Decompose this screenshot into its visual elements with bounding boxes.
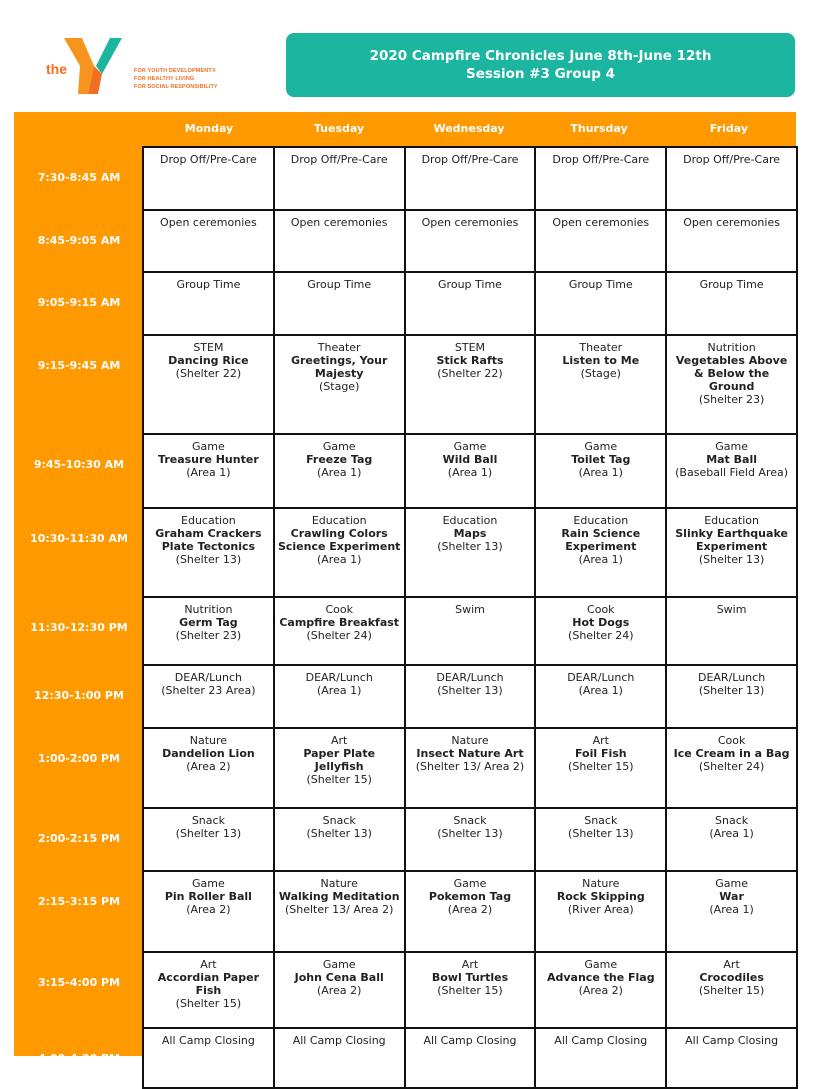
schedule-cell [405,728,536,808]
activity-category: DEAR/Lunch [697,671,766,684]
schedule-row [143,871,797,952]
activity-category: All Camp Closing [685,1034,779,1047]
activity-location: (Area 1) [316,466,362,479]
schedule-row [143,728,797,808]
schedule-cell [535,952,666,1028]
schedule-cell [274,508,405,597]
header-title: 2020 Campfire Chronicles June 8th-June 12th [369,48,712,64]
time-slot-label: 12:30-1:00 PM [34,689,124,702]
schedule-cell [405,210,536,272]
activity-title: Insect Nature Art [416,747,524,760]
activity-title: Rain Science Experiment [561,527,641,553]
activity-category: All Camp Closing [423,1034,517,1047]
schedule-cell [666,808,797,871]
activity-category: Game [322,440,356,453]
activity-title: Rock Skipping [556,890,645,903]
activity-category: Group Time [176,278,241,291]
activity-title: Wild Ball [442,453,498,466]
schedule-cell [143,808,274,871]
schedule-cell [405,272,536,335]
activity-category: Game [584,958,618,971]
schedule-cell [666,728,797,808]
time-slot-label: 7:30-8:45 AM [37,171,121,184]
activity-category: Art [461,958,479,971]
activity-category: Open ceremonies [421,216,519,229]
schedule-cell [274,1028,405,1088]
activity-title: Advance the Flag [546,971,655,984]
schedule-row [143,508,797,597]
activity-location: (Shelter 23) [175,629,242,642]
schedule-cell [666,147,797,210]
schedule-cell [666,210,797,272]
activity-category: STEM [193,341,224,354]
activity-category: DEAR/Lunch [174,671,242,684]
tagline-line: FOR HEALTHY LIVING [134,76,195,82]
activity-location: (Area 2) [447,903,493,916]
activity-category: Education [573,514,629,527]
activity-title: Listen to Me [562,354,640,367]
schedule-cell [666,1028,797,1088]
schedule-cell [535,1028,666,1088]
activity-category: Theater [317,341,361,354]
header-session: Session #3 Group 4 [466,66,615,82]
schedule-cell [666,952,797,1028]
activity-title: Slinky Earthquake Experiment [675,527,788,553]
activity-category: Snack [715,814,749,827]
activity-category: Education [442,514,498,527]
activity-location: (Shelter 13) [175,553,242,566]
activity-title: Pin Roller Ball [164,890,252,903]
schedule-cell [535,272,666,335]
activity-location: (Shelter 24) [306,629,372,642]
activity-title: Campfire Breakfast [279,616,400,629]
schedule-cell [535,665,666,728]
schedule-cell [143,871,274,952]
activity-category: Art [592,734,609,747]
schedule-cell [274,871,405,952]
activity-category: Swim [716,603,747,616]
schedule-row [143,147,797,210]
activity-location: (Shelter 13) [437,827,503,840]
schedule-cell [535,335,666,434]
activity-category: All Camp Closing [292,1034,386,1047]
activity-category: STEM [454,341,486,354]
schedule-cell [274,808,405,871]
activity-title: Treasure Hunter [158,453,259,466]
schedule-cell [143,728,274,808]
schedule-row [143,272,797,335]
activity-location: (Area 2) [316,984,362,997]
activity-category: Game [192,440,225,453]
schedule-cell [405,597,536,665]
activity-location: (Shelter 15) [306,773,372,786]
activity-category: Open ceremonies [683,216,780,229]
schedule-cell [143,210,274,272]
activity-title: Ice Cream in a Bag [673,747,790,760]
activity-category: Nutrition [184,603,233,616]
schedule-row [143,335,797,434]
time-slot-label: 9:45-10:30 AM [33,458,125,471]
activity-location: (River Area) [567,903,634,916]
schedule-cell [274,952,405,1028]
ymca-logo [44,34,234,100]
schedule-cell [274,210,405,272]
schedule-cell [535,597,666,665]
day-header-tuesday: Tuesday [313,122,365,135]
activity-category: Drop Off/Pre-Care [290,153,388,166]
schedule-cell [405,1028,536,1088]
activity-location: (Shelter 13) [175,827,242,840]
schedule-grid [142,146,798,1089]
activity-category: Theater [579,341,623,354]
activity-category: Art [200,958,217,971]
schedule-row [143,808,797,871]
activity-title: Dancing Rice [168,354,249,367]
schedule-cell [143,1028,274,1088]
activity-title: Hot Dogs [572,616,630,629]
activity-category: DEAR/Lunch [305,671,373,684]
activity-category: Drop Off/Pre-Care [552,153,650,166]
activity-title: Toilet Tag [571,453,631,466]
schedule-cell [143,147,274,210]
tagline-line: FOR YOUTH DEVELOPMENT® [134,68,216,74]
activity-category: Art [331,734,348,747]
activity-category: Game [584,440,618,453]
activity-category: Group Time [699,278,764,291]
logo-tagline [134,67,218,91]
activity-category: Swim [455,603,485,616]
activity-title: Vegetables Above & Below the Ground [675,354,788,393]
schedule-cell [274,434,405,508]
activity-category: Education [181,514,236,527]
activity-category: Education [704,514,759,527]
activity-category: Game [453,440,487,453]
activity-category: Open ceremonies [160,216,257,229]
activity-title: Crawling Colors Science Experiment [277,527,401,553]
activity-location: (Shelter 13/ Area 2) [284,903,394,916]
activity-category: Snack [453,814,487,827]
schedule-cell [666,434,797,508]
activity-category: Open ceremonies [552,216,650,229]
activity-title: Greetings, Your Majesty [290,354,388,380]
activity-category: Cook [717,734,746,747]
activity-category: Game [192,877,225,890]
activity-location: (Stage) [319,380,360,393]
activity-location: (Area 1) [578,684,623,697]
activity-title: Maps [453,527,487,540]
activity-category: Nature [189,734,228,747]
schedule-cell [666,508,797,597]
activity-location: (Area 1) [578,466,623,479]
time-column-background [14,112,144,1056]
activity-location: (Area 1) [186,466,231,479]
schedule-row [143,952,797,1028]
schedule-cell [535,728,666,808]
schedule-row [143,210,797,272]
schedule-cell [405,808,536,871]
activity-location: (Area 2) [186,903,231,916]
activity-category: Snack [191,814,225,827]
day-header-friday: Friday [709,122,749,135]
activity-category: Education [311,514,367,527]
activity-title: Dandelion Lion [162,747,255,760]
activity-location: (Area 1) [578,553,623,566]
schedule-cell [405,147,536,210]
activity-location: (Area 1) [316,684,362,697]
schedule-cell [535,871,666,952]
activity-category: Snack [322,814,356,827]
activity-location: (Shelter 15) [175,997,242,1010]
activity-category: Game [453,877,487,890]
activity-location: (Shelter 22) [437,367,503,380]
activity-location: (Area 1) [447,466,493,479]
activity-title: Freeze Tag [306,453,373,466]
activity-location: (Shelter 23) [698,393,765,406]
schedule-cell [274,665,405,728]
activity-title: Accordian Paper Fish [157,971,259,997]
day-header-wednesday: Wednesday [433,122,505,135]
activity-location: (Baseball Field Area) [675,466,789,479]
activity-title: Paper Plate Jellyfish [303,747,376,773]
activity-location: (Shelter 13/ Area 2) [415,760,525,773]
activity-title: Crocodiles [699,971,764,984]
activity-location: (Shelter 15) [698,984,765,997]
schedule-cell [535,210,666,272]
activity-location: (Shelter 15) [568,760,634,773]
time-slot-label: 8:45-9:05 AM [37,234,121,247]
schedule-cell [274,597,405,665]
schedule-cell [143,597,274,665]
activity-title: War [719,890,744,903]
schedule-cell [405,434,536,508]
schedule-cell [405,335,536,434]
schedule-cell [405,871,536,952]
schedule-cell [143,335,274,434]
activity-location: (Shelter 13) [437,684,503,697]
schedule-cell [405,665,536,728]
activity-category: Group Time [307,278,372,291]
schedule-cell [274,147,405,210]
activity-category: Nature [451,734,489,747]
activity-location: (Shelter 15) [437,984,503,997]
schedule-cell [666,272,797,335]
time-slot-label: 3:15-4:00 PM [37,976,121,989]
activity-location: (Shelter 13) [437,540,503,553]
activity-category: Nutrition [707,341,756,354]
schedule-cell [143,508,274,597]
schedule-cell [666,665,797,728]
schedule-cell [405,952,536,1028]
schedule-cell [535,434,666,508]
activity-category: Open ceremonies [290,216,388,229]
activity-category: Drop Off/Pre-Care [683,153,781,166]
time-slot-label: 11:30-12:30 PM [30,621,128,634]
activity-category: Game [715,877,748,890]
schedule-row [143,1028,797,1088]
time-slot-label: 1:00-2:00 PM [37,752,121,765]
time-slot-label: 10:30-11:30 AM [30,532,128,545]
schedule-cell [143,272,274,335]
activity-location: (Area 1) [316,553,362,566]
activity-location: (Shelter 13) [698,684,765,697]
y-logo-icon [44,34,134,100]
activity-category: Group Time [438,278,502,291]
day-header-thursday: Thursday [570,122,628,135]
activity-location: (Area 1) [709,903,754,916]
activity-location: (Shelter 24) [568,629,634,642]
schedule-cell [666,597,797,665]
activity-category: Drop Off/Pre-Care [159,153,257,166]
schedule-row [143,434,797,508]
activity-category: Cook [325,603,353,616]
activity-category: Game [715,440,748,453]
schedule-row [143,597,797,665]
activity-location: (Stage) [580,367,621,380]
activity-category: All Camp Closing [161,1034,255,1047]
activity-title: Foil Fish [574,747,627,760]
time-slot-label: 2:15-3:15 PM [37,895,121,908]
activity-location: (Shelter 22) [175,367,242,380]
activity-category: All Camp Closing [554,1034,648,1047]
activity-title: Bowl Turtles [431,971,509,984]
schedule-header [286,33,795,97]
schedule-cell [535,147,666,210]
schedule-cell [535,808,666,871]
logo-the-text: the [46,61,67,77]
schedule-cell [143,665,274,728]
activity-title: John Cena Ball [294,971,384,984]
schedule-row [143,665,797,728]
schedule-cell [143,952,274,1028]
activity-location: (Area 1) [709,827,754,840]
activity-category: Cook [587,603,615,616]
schedule-cell [274,272,405,335]
activity-location: (Shelter 13) [698,553,765,566]
activity-title: Germ Tag [179,616,238,629]
activity-title: Stick Rafts [436,354,504,367]
time-slot-label: 9:15-9:45 AM [37,359,121,372]
activity-category: Snack [584,814,618,827]
activity-location: (Shelter 23 Area) [161,684,256,697]
activity-title: Mat Ball [706,453,757,466]
activity-category: DEAR/Lunch [567,671,635,684]
schedule-cell [405,508,536,597]
activity-location: (Shelter 24) [698,760,765,773]
activity-category: Art [723,958,740,971]
activity-category: DEAR/Lunch [436,671,504,684]
activity-location: (Area 2) [186,760,231,773]
time-slot-label: 2:00-2:15 PM [37,832,121,845]
schedule-cell [274,728,405,808]
activity-title: Walking Meditation [278,890,400,903]
activity-title: Pokemon Tag [428,890,512,903]
tagline-line: FOR SOCIAL RESPONSIBILITY [134,84,218,90]
schedule-cell [666,871,797,952]
activity-title: Graham Crackers Plate Tectonics [155,527,262,553]
schedule-cell [535,508,666,597]
activity-category: Nature [582,877,620,890]
activity-category: Drop Off/Pre-Care [421,153,519,166]
schedule-cell [143,434,274,508]
activity-location: (Shelter 13) [306,827,372,840]
day-header-monday: Monday [184,122,234,135]
activity-category: Nature [320,877,358,890]
activity-category: Game [322,958,356,971]
schedule-cell [666,335,797,434]
time-slot-label: 9:05-9:15 AM [37,296,121,309]
activity-location: (Shelter 13) [568,827,634,840]
activity-category: Group Time [568,278,633,291]
activity-location: (Area 2) [578,984,623,997]
time-slot-label: 4:00-4:30 PM [37,1052,121,1065]
schedule-cell [274,335,405,434]
